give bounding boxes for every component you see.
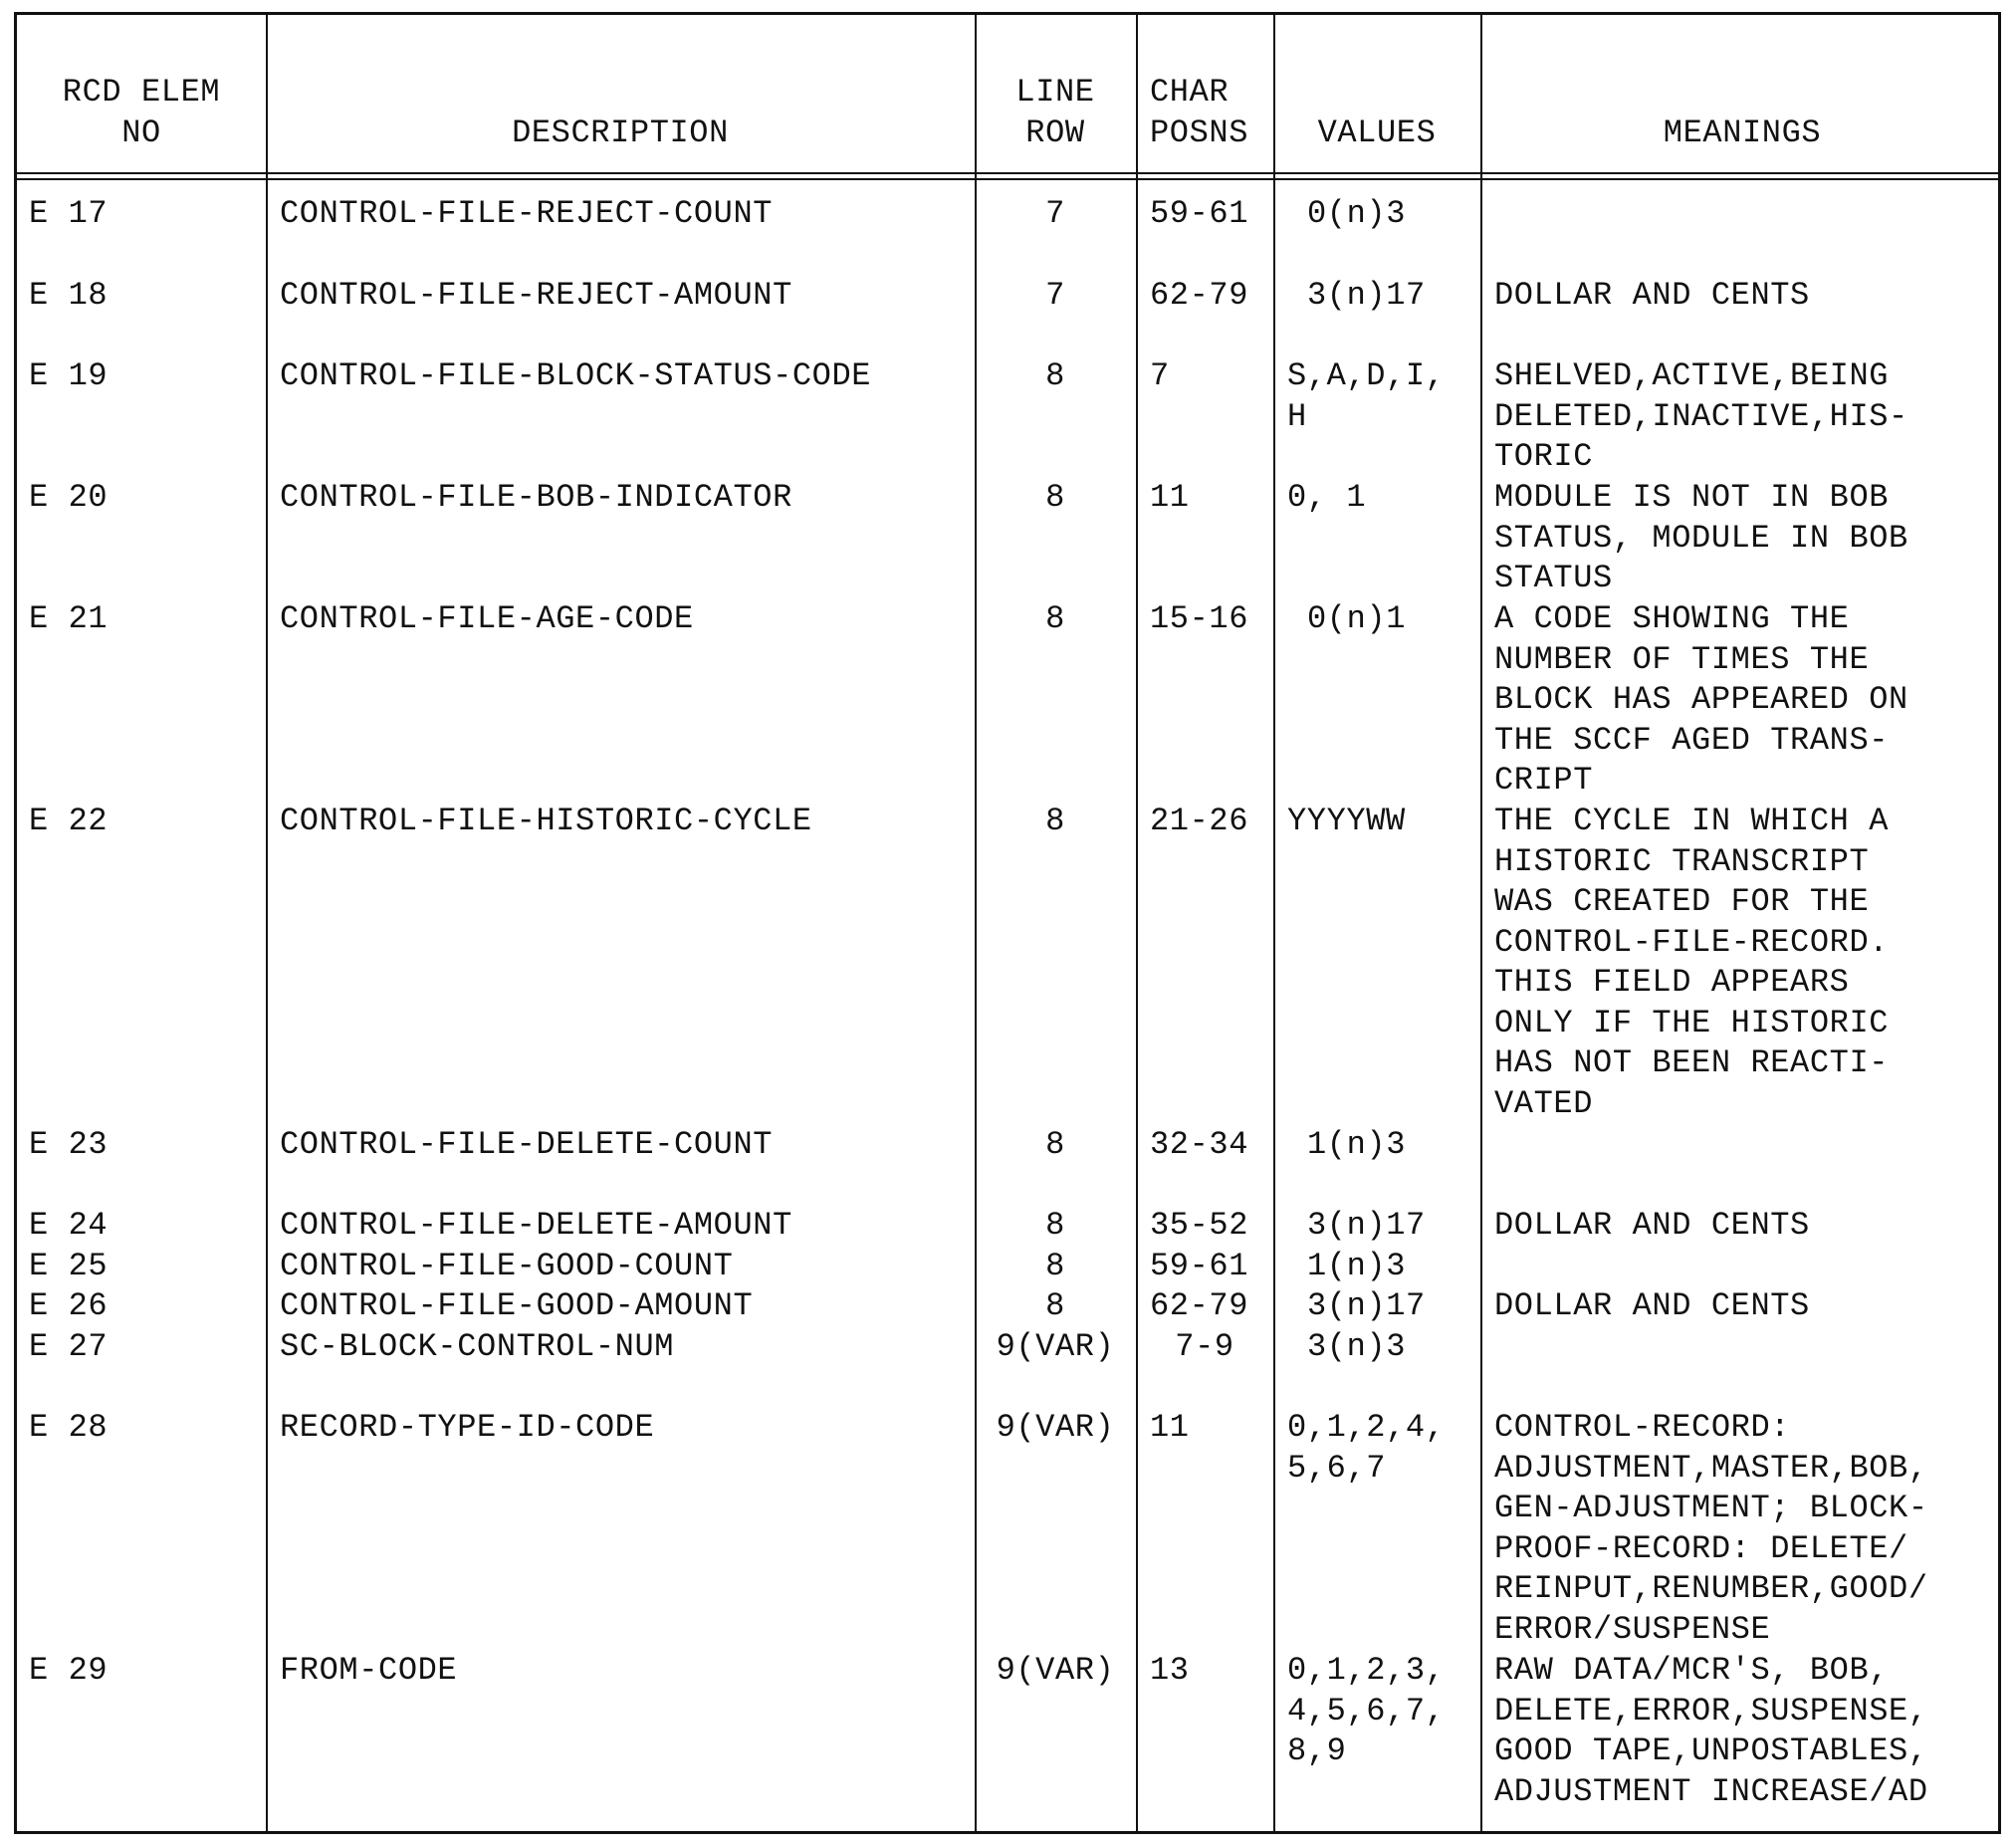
description: CONTROL-FILE-DELETE-AMOUNT [280, 1207, 792, 1244]
value: 0(n)3 [1307, 195, 1407, 232]
char-posns: 15-16 [1150, 600, 1249, 637]
line-row: 7 [1045, 277, 1065, 314]
char-posns: 7 [1150, 357, 1170, 394]
char-posns: 59-61 [1150, 195, 1249, 232]
meaning: DOLLAR AND CENTS [1494, 1207, 1810, 1244]
meaning: CRIPT [1494, 762, 1594, 799]
value: 3(n)17 [1307, 1207, 1426, 1244]
meaning: HISTORIC TRANSCRIPT [1494, 843, 1870, 880]
value: 3(n)3 [1307, 1328, 1407, 1365]
value: 0,1,2,3, [1287, 1652, 1446, 1689]
elem-no: E 28 [29, 1409, 109, 1446]
meaning: THIS FIELD APPEARS [1494, 964, 1850, 1001]
meaning: DELETED,INACTIVE,HIS- [1494, 398, 1908, 435]
line-row: 7 [1045, 195, 1065, 232]
char-posns: 35-52 [1150, 1207, 1249, 1244]
value: 1(n)3 [1307, 1126, 1407, 1163]
char-posns: 13 [1150, 1652, 1190, 1689]
meaning: THE SCCF AGED TRANS- [1494, 722, 1890, 759]
header-char-posns: CHAR [1150, 74, 1230, 111]
description: CONTROL-FILE-REJECT-AMOUNT [280, 277, 792, 314]
description: SC-BLOCK-CONTROL-NUM [280, 1328, 675, 1365]
char-posns: 62-79 [1150, 277, 1249, 314]
value: 4,5,6,7, [1287, 1693, 1446, 1730]
header-meanings: MEANINGS [1663, 115, 1822, 151]
line-row: 8 [1045, 1207, 1065, 1244]
line-row: 9(VAR) [996, 1652, 1115, 1689]
header-rule [17, 172, 1998, 174]
value: 5,6,7 [1287, 1450, 1387, 1487]
meaning: ONLY IF THE HISTORIC [1494, 1005, 1890, 1041]
meaning: GEN-ADJUSTMENT; BLOCK- [1494, 1490, 1928, 1526]
elem-no: E 22 [29, 803, 109, 839]
meaning: CONTROL-FILE-RECORD. [1494, 924, 1890, 961]
value: 0,1,2,4, [1287, 1409, 1446, 1446]
char-posns: 62-79 [1150, 1287, 1249, 1324]
column-divider [1480, 15, 1482, 1831]
header-description: DESCRIPTION [512, 115, 729, 151]
column-divider [1273, 15, 1275, 1831]
char-posns: 21-26 [1150, 803, 1249, 839]
value: S,A,D,I, [1287, 357, 1446, 394]
line-row: 9(VAR) [996, 1409, 1115, 1446]
char-posns: 32-34 [1150, 1126, 1249, 1163]
value: H [1287, 398, 1307, 435]
line-row: 8 [1045, 803, 1065, 839]
char-posns: 11 [1150, 1409, 1190, 1446]
meaning: DELETE,ERROR,SUSPENSE, [1494, 1693, 1928, 1730]
meaning: STATUS, MODULE IN BOB [1494, 520, 1908, 557]
elem-no: E 17 [29, 195, 109, 232]
meaning: A CODE SHOWING THE [1494, 600, 1850, 637]
value: 3(n)17 [1307, 1287, 1426, 1324]
line-row: 9(VAR) [996, 1328, 1115, 1365]
header-rcd-elem-no: RCD ELEM [62, 74, 221, 111]
description: CONTROL-FILE-AGE-CODE [280, 600, 694, 637]
header-line-row: ROW [1025, 115, 1085, 151]
meaning: MODULE IS NOT IN BOB [1494, 479, 1890, 516]
meaning: ERROR/SUSPENSE [1494, 1611, 1771, 1648]
column-divider [1136, 15, 1138, 1831]
description: CONTROL-FILE-HISTORIC-CYCLE [280, 803, 812, 839]
description: RECORD-TYPE-ID-CODE [280, 1409, 655, 1446]
value: 1(n)3 [1307, 1248, 1407, 1284]
meaning: DOLLAR AND CENTS [1494, 1287, 1810, 1324]
meaning: SHELVED,ACTIVE,BEING [1494, 357, 1890, 394]
elem-no: E 18 [29, 277, 109, 314]
meaning: CONTROL-RECORD: [1494, 1409, 1791, 1446]
elem-no: E 23 [29, 1126, 109, 1163]
header-char-posns: POSNS [1150, 115, 1249, 151]
header-values: VALUES [1317, 115, 1437, 151]
header-rule [17, 178, 1998, 180]
value: 3(n)17 [1307, 277, 1426, 314]
meaning: REINPUT,RENUMBER,GOOD/ [1494, 1570, 1928, 1607]
description: CONTROL-FILE-BOB-INDICATOR [280, 479, 792, 516]
meaning: ADJUSTMENT INCREASE/AD [1494, 1773, 1928, 1810]
line-row: 8 [1045, 479, 1065, 516]
header-rcd-elem-no: NO [121, 115, 161, 151]
elem-no: E 24 [29, 1207, 109, 1244]
description: CONTROL-FILE-GOOD-AMOUNT [280, 1287, 754, 1324]
meaning: VATED [1494, 1085, 1594, 1122]
meaning: STATUS [1494, 560, 1613, 596]
meaning: DOLLAR AND CENTS [1494, 277, 1810, 314]
char-posns: 59-61 [1150, 1248, 1249, 1284]
description: CONTROL-FILE-DELETE-COUNT [280, 1126, 774, 1163]
value: 0(n)1 [1307, 600, 1407, 637]
elem-no: E 26 [29, 1287, 109, 1324]
value: YYYYWW [1287, 803, 1406, 839]
description: FROM-CODE [280, 1652, 458, 1689]
header-line-row: LINE [1015, 74, 1095, 111]
meaning: HAS NOT BEEN REACTI- [1494, 1044, 1890, 1081]
elem-no: E 21 [29, 600, 109, 637]
line-row: 8 [1045, 1287, 1065, 1324]
meaning: BLOCK HAS APPEARED ON [1494, 681, 1908, 718]
meaning: GOOD TAPE,UNPOSTABLES, [1494, 1732, 1928, 1769]
description: CONTROL-FILE-REJECT-COUNT [280, 195, 774, 232]
value: 8,9 [1287, 1732, 1347, 1769]
meaning: WAS CREATED FOR THE [1494, 883, 1870, 920]
meaning: RAW DATA/MCR'S, BOB, [1494, 1652, 1890, 1689]
elem-no: E 25 [29, 1248, 109, 1284]
record-layout-table [14, 12, 2001, 1834]
meaning: ADJUSTMENT,MASTER,BOB, [1494, 1450, 1928, 1487]
meaning: THE CYCLE IN WHICH A [1494, 803, 1890, 839]
line-row: 8 [1045, 1248, 1065, 1284]
value: 0, 1 [1287, 479, 1367, 516]
elem-no: E 29 [29, 1652, 109, 1689]
meaning: NUMBER OF TIMES THE [1494, 641, 1870, 678]
column-divider [266, 15, 268, 1831]
line-row: 8 [1045, 1126, 1065, 1163]
char-posns: 11 [1150, 479, 1190, 516]
meaning: PROOF-RECORD: DELETE/ [1494, 1530, 1908, 1567]
line-row: 8 [1045, 600, 1065, 637]
char-posns: 7-9 [1175, 1328, 1234, 1365]
description: CONTROL-FILE-GOOD-COUNT [280, 1248, 734, 1284]
elem-no: E 27 [29, 1328, 109, 1365]
meaning: TORIC [1494, 438, 1594, 475]
elem-no: E 19 [29, 357, 109, 394]
description: CONTROL-FILE-BLOCK-STATUS-CODE [280, 357, 872, 394]
line-row: 8 [1045, 357, 1065, 394]
elem-no: E 20 [29, 479, 109, 516]
